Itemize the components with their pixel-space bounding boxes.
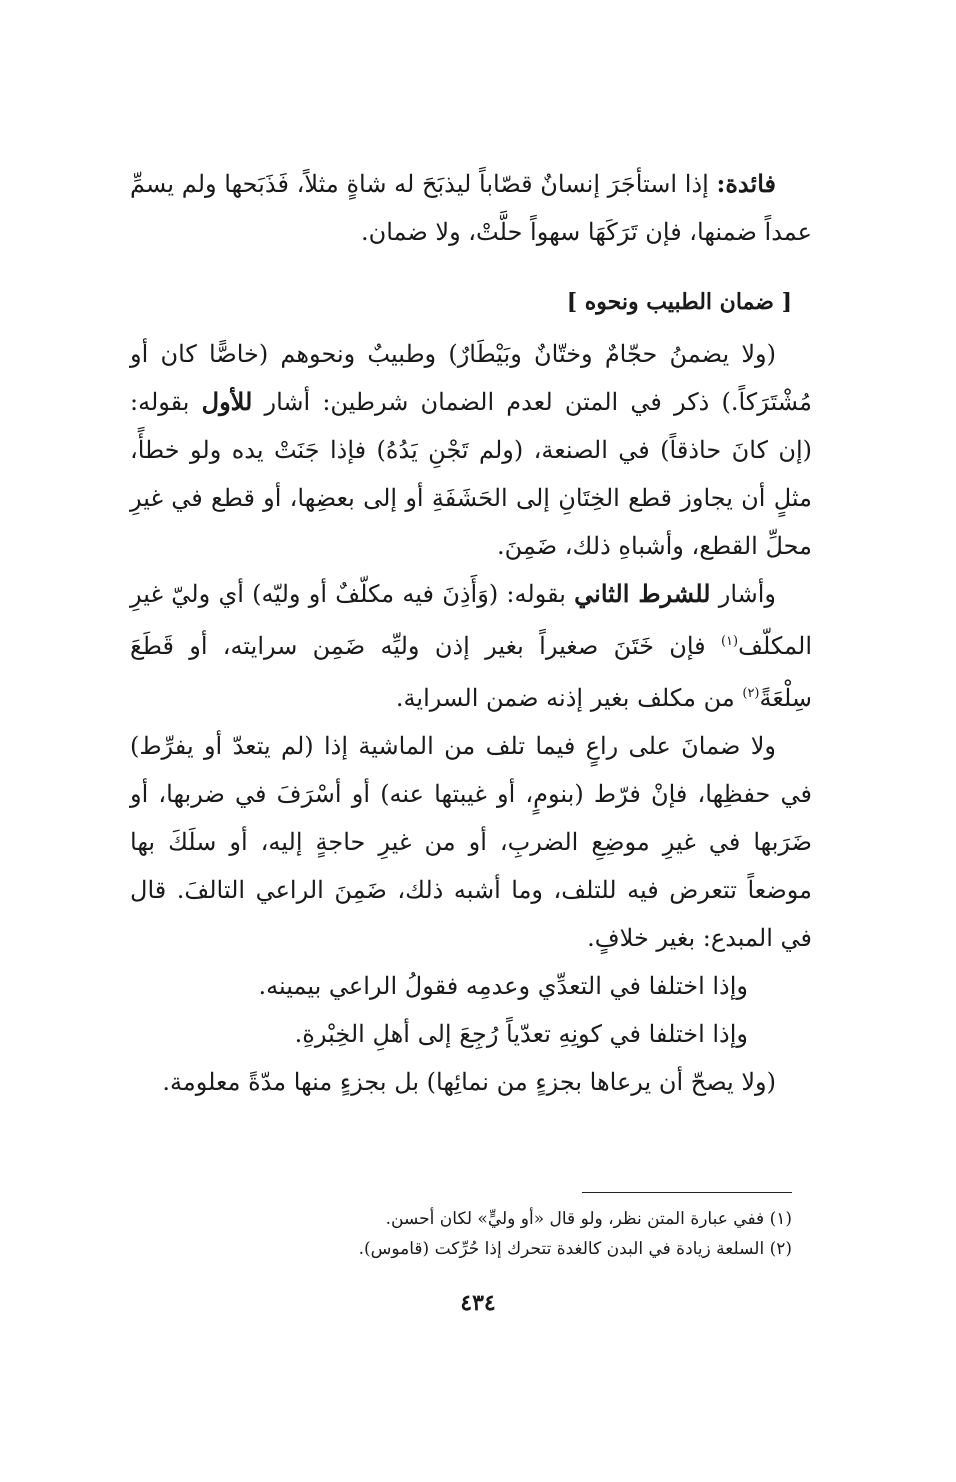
footnote-divider [582, 1192, 792, 1193]
paragraph-dispute-experts: وإذا اختلفا في كونِهِ تعدّياً رُجِعَ إلى أهلِ الخِبْرةِ. [294, 1020, 748, 1048]
footnote-ref-2: (٢) [742, 686, 760, 701]
footnote-2: (٢) السلعة زيادة في البدن كالغدة تتحرك إذا حُرِّكت (قاموس). [358, 1239, 792, 1259]
page-number: ٤٣٤ [460, 1290, 496, 1316]
first-condition-label: للأول [201, 387, 253, 416]
second-condition-label: للشرط الثاني [574, 579, 711, 608]
section-heading: [ ضمان الطبيب ونحوه ] [566, 289, 792, 315]
paragraph-second-condition: وأشار للشرط الثاني بقوله: (وَأَذِنَ فيه مكلّفٌ أو وليّه) أي وليّ غيرِ المكلّف$^{(١)}$ فإن خَتَنَ صغيراً بغير إذن وليِّه ضَمِن سرايته، أو قَطَعَ سِلْعَةً$^{(٢)}$ من مكلف بغير إذنه ضمن السراية. [130, 579, 812, 712]
footnote-ref-1: (١) [720, 634, 739, 649]
paragraph-grazing-wage: (ولا يصحّ أن يرعاها بجزءٍ من نمائِها) بل بجزءٍ منها مدّةً معلومة. [162, 1068, 776, 1096]
main-body [130, 330, 812, 1106]
paragraph-doctor-liability: (ولا يضمنُ حجّامٌ وختّانٌ وبَيْطَارٌ) وطبيبٌ ونحوهم (خاصًّا كان أو مُشْتَرَكاً.) ذكر في المتن لعدم الضمان شرطين: أشار للأول بقوله: (إن كانَ حاذقاً) في الصنعة، (ولم تَجْنِ يَدُهُ) فإذا جَنَتْ يده ولو خطأً، مثلٍ أن يجاوز قطع الخِتَانِ إلى الحَشَفَةِ أو إلى بعضِها، أو قطع في غيرِ محلِّ القطع، وأشباهِ ذلك، ضَمِنَ. [130, 340, 812, 560]
faida-paragraph [130, 160, 812, 256]
faida-text: إذا استأجَرَ إنسانٌ قصّاباً ليذبَحَ له شاةٍ مثلاً، فَذَبَحها ولم يسمِّ عمداً ضمنها، فإن تَرَكَهَا سهواً حلَّتْ، ولا ضمان. [130, 170, 812, 246]
paragraph-shepherd: ولا ضمانَ على راعٍ فيما تلف من الماشية إذا (لم يتعدّ أو يفرِّط) في حفظِها، فإنْ فرّط (بنومٍ، أو غيبتها عنه) أو أسْرَفَ في ضربها، أو ضَرَبها في غيرِ موضِعِ الضربِ، أو من غيرِ حاجةٍ إليه، أو سلَكَ بها موضعاً تتعرض فيه للتلف، وما أشبه ذلك، ضَمِنَ الراعي التالفَ. قال في المبدع: بغير خلافٍ. [130, 732, 812, 952]
footnote-1: (١) ففي عبارة المتن نظر، ولو قال «أو وليٍّ» لكان أحسن. [385, 1209, 792, 1229]
paragraph-dispute-transgression: وإذا اختلفا في التعدِّي وعدمِه فقولُ الراعي بيمينه. [258, 972, 748, 1000]
footnotes [130, 1204, 792, 1264]
faida-label: فائدة: [716, 169, 776, 198]
